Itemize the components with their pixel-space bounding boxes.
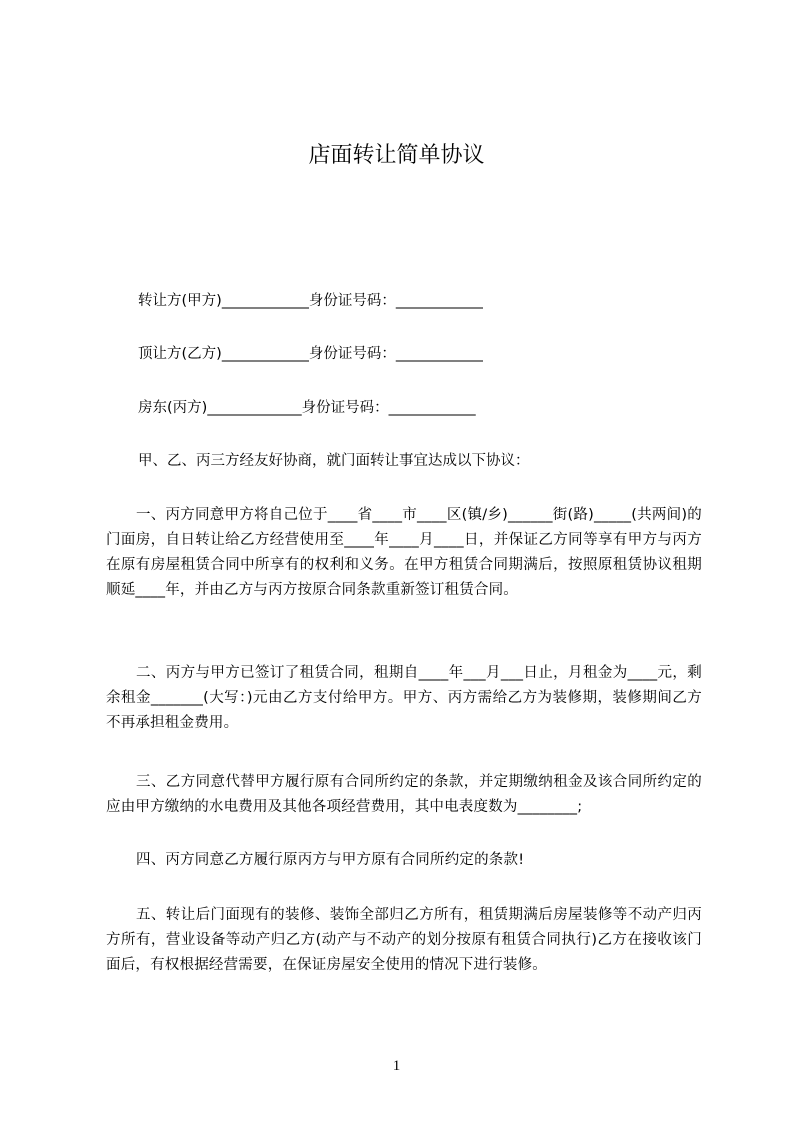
document-title: 店面转让简单协议 xyxy=(308,143,485,168)
party-landlord-line: 房东(丙方)_____________身份证号码：____________ xyxy=(138,400,476,416)
intro-text: 甲、乙、丙三方经友好协商，就门面转让事宜达成以下协议： xyxy=(138,453,530,469)
clause-5: 五、转让后门面现有的装修、装饰全部归乙方所有，租赁期满后房屋装修等不动产归丙方所有，营业设备等动产归乙方(动产与不动产的划分按原有租赁合同执行)乙方在接收该门面后，有权根据经营需要，在保证房屋安全使用的情况下进行装修。 xyxy=(106,907,702,973)
clause-4: 四、丙方同意乙方履行原丙方与甲方原有合同所约定的条款! xyxy=(136,852,525,868)
clause-1: 一、丙方同意甲方将自己位于____省____市____区(镇/乡)______街(路)_____(共两间)的门面房，自日转让给乙方经营使用至____年____月____日，并保证乙方同等享有甲方与丙方在原有房屋租赁合同中所享有的权利和义务。在甲方租赁合同期满后，按照原租赁协议租期顺延____年，并由乙方与丙方按原合同条款重新签订租赁合同。 xyxy=(106,507,702,598)
party-transferor-line: 转让方(甲方)____________身份证号码：____________ xyxy=(138,293,483,309)
clause-2: 二、丙方与甲方已签订了租赁合同，租期自____年___月___日止，月租金为____元，剩余租金_______(大写：)元由乙方支付给甲方。甲方、丙方需给乙方为装修期，装修期间乙方不再承担租金费用。 xyxy=(106,665,702,731)
party-transferee-line: 顶让方(乙方)____________身份证号码：____________ xyxy=(138,346,483,362)
page-number: 1 xyxy=(392,1058,401,1074)
clause-3: 三、乙方同意代替甲方履行原有合同所约定的条款，并定期缴纳租金及该合同所约定的应由甲方缴纳的水电费用及其他各项经营费用，其中电表度数为________; xyxy=(106,774,702,815)
